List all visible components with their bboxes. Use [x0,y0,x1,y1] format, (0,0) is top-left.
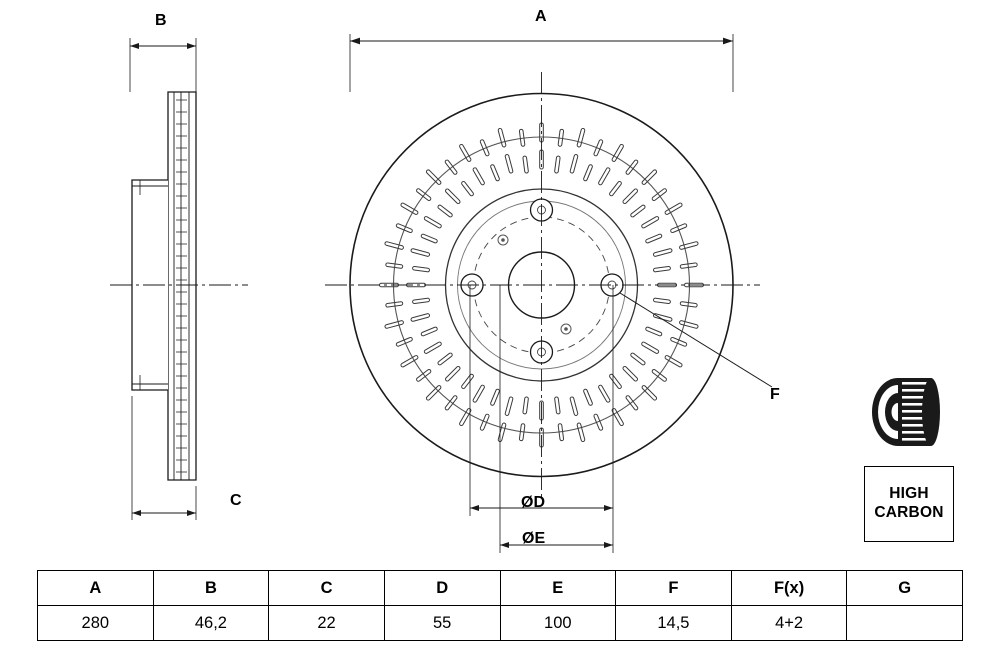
table-header-cell: F [616,571,732,606]
table-header-cell: C [269,571,385,606]
side-view [110,38,248,520]
table-header-cell: G [847,571,963,606]
label-a: A [535,8,547,25]
high-carbon-badge [864,466,954,542]
label-diameter-d: ØD [521,494,545,511]
table-value-row [38,606,963,641]
table-header-cell: F(x) [731,571,847,606]
table-header-cell: D [384,571,500,606]
table-value-cell [847,606,963,641]
front-view [325,34,772,553]
specification-table [37,570,963,641]
table-value-cell: 22 [269,606,385,641]
dimension-b [130,38,196,92]
table-value-cell: 46,2 [153,606,269,641]
table-header-row [38,571,963,606]
table-header-cell: A [38,571,154,606]
table-header-cell: B [153,571,269,606]
table-value-cell: 4+2 [731,606,847,641]
table-header-cell: E [500,571,616,606]
table-value-cell: 55 [384,606,500,641]
label-f: F [770,386,780,403]
label-b: B [155,12,167,29]
table-value-cell: 100 [500,606,616,641]
brake-disc-icon [872,378,940,446]
label-diameter-e: ØE [522,530,546,547]
badge-line-1: HIGH [889,485,929,503]
table-value-cell: 14,5 [616,606,732,641]
disc-side-profile [168,92,196,480]
badge-line-2: CARBON [874,504,944,521]
table-value-cell: 280 [38,606,154,641]
label-c: C [230,492,242,509]
